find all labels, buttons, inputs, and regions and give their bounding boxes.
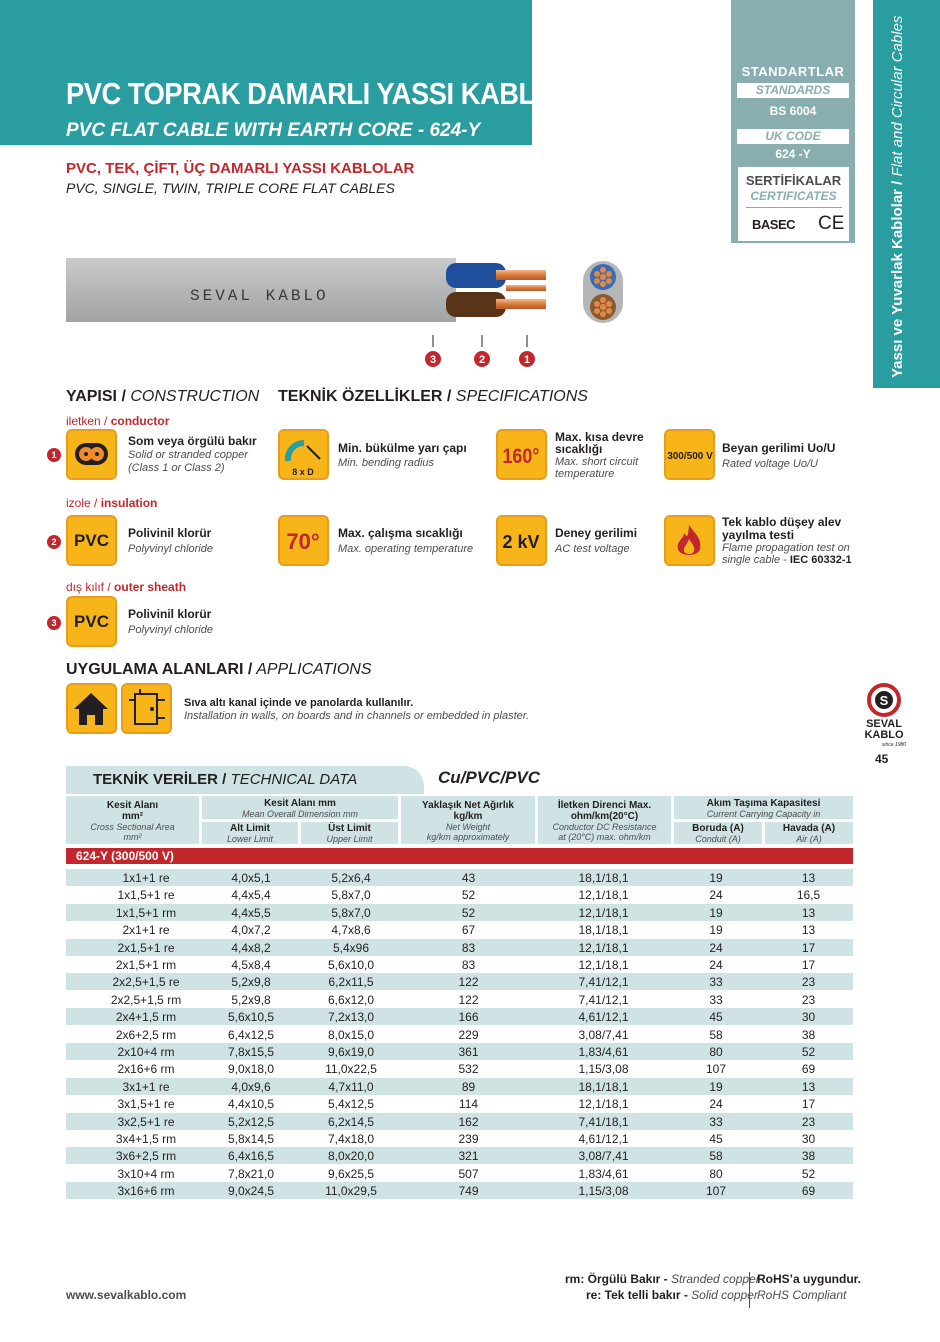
conductor-icon xyxy=(66,429,117,480)
cell-cross-section: 3x2,5+1 re xyxy=(117,1114,175,1129)
cell-lower-limit: 9,0x24,5 xyxy=(227,1184,275,1199)
construction-number-1: 1 xyxy=(47,448,61,462)
cell-upper-limit: 11,0x22,5 xyxy=(325,1062,377,1077)
cell-lower-limit: 4,4x10,5 xyxy=(227,1097,275,1112)
cell-lower-limit: 7,8x21,0 xyxy=(227,1166,275,1181)
rated-voltage-icon xyxy=(664,429,715,480)
ukcode-value: 624 -Y xyxy=(775,147,811,161)
short-circuit-en: Max. short circuit xyxy=(555,456,639,468)
certificates-title: SERTİFİKALAR xyxy=(745,173,842,188)
short-circuit-temp-icon xyxy=(496,429,547,480)
cell-lower-limit: 4,4x5,5 xyxy=(231,905,271,920)
cell-conduit: 107 xyxy=(705,1184,727,1199)
panel-board-icon xyxy=(121,683,172,734)
operating-temp-en: Max. operating temperature xyxy=(338,543,474,555)
cell-upper-limit: 8,0x15,0 xyxy=(327,1027,375,1042)
house-icon xyxy=(66,683,117,734)
table-row xyxy=(66,939,853,956)
cell-cross-section: 2x1,5+1 re xyxy=(117,940,175,955)
page-number: 45 xyxy=(875,752,889,766)
cell-lower-limit: 9,0x18,0 xyxy=(227,1062,275,1077)
cell-cross-section: 3x4+1,5 rm xyxy=(115,1132,177,1146)
operating-temp-tr: Max. çalışma sıcaklığı xyxy=(338,526,463,540)
conductor-name-tr: Som veya örgülü bakır xyxy=(128,434,257,448)
cell-resistance: 18,1/18,1 xyxy=(578,923,629,938)
svg-text:300/500 V: 300/500 V xyxy=(667,451,713,462)
cell-cross-section: 1x1+1 re xyxy=(122,871,170,885)
cell-air: 23 xyxy=(801,975,816,990)
logo-since: since 1980 xyxy=(881,742,907,748)
cell-conduit: 19 xyxy=(709,1079,723,1094)
page-subtitle: PVC FLAT CABLE WITH EARTH CORE - 624-Y xyxy=(66,120,481,141)
cell-conduit: 33 xyxy=(709,1114,723,1129)
conductor-label: iletken / conductor xyxy=(66,414,170,428)
cell-lower-limit: 5,2x9,8 xyxy=(231,992,271,1007)
cell-upper-limit: 4,7x8,6 xyxy=(331,923,371,938)
cell-net-weight: 239 xyxy=(458,1132,479,1146)
cell-net-weight: 361 xyxy=(458,1045,479,1059)
cell-upper-limit: 7,4x18,0 xyxy=(327,1132,375,1146)
cell-net-weight: 532 xyxy=(458,1062,479,1077)
technical-data-title: TEKNİK VERİLER / TECHNICAL DATA xyxy=(93,771,358,788)
cell-net-weight: 83 xyxy=(461,940,476,955)
ce-mark-icon: CE xyxy=(818,213,845,234)
cell-air: 17 xyxy=(801,940,816,955)
cell-conduit: 45 xyxy=(709,1010,723,1025)
table-row xyxy=(66,991,853,1008)
cell-air: 69 xyxy=(801,1184,816,1199)
cell-net-weight: 321 xyxy=(458,1149,479,1164)
rohs-tr: RoHS’a uygundur. xyxy=(757,1272,862,1286)
cell-upper-limit: 6,6x12,0 xyxy=(327,992,375,1007)
cell-resistance: 1,83/4,61 xyxy=(578,1045,629,1059)
standards-panel xyxy=(731,0,855,243)
header-current-capacity: Akım Taşıma Kapasitesi Current Carrying Capacity in xyxy=(674,796,853,819)
material-label: Cu/PVC/PVC xyxy=(438,768,541,787)
cell-upper-limit: 5,6x10,0 xyxy=(327,958,375,972)
sheath-name-en: Polyvinyl chloride xyxy=(128,624,213,636)
cell-net-weight: 166 xyxy=(458,1010,479,1025)
cell-net-weight: 229 xyxy=(458,1027,479,1042)
cable-marker-3: 3 xyxy=(429,354,437,366)
sheath-icon: PVC xyxy=(66,596,117,647)
cell-air: 13 xyxy=(801,1079,816,1094)
cell-conduit: 80 xyxy=(709,1166,723,1181)
standard-value: BS 6004 xyxy=(769,104,817,118)
bending-radius-icon xyxy=(278,429,329,480)
cell-conduit: 58 xyxy=(709,1149,723,1164)
cell-air: 13 xyxy=(801,923,816,938)
cell-lower-limit: 6,4x12,5 xyxy=(227,1027,275,1042)
cell-cross-section: 3x1,5+1 re xyxy=(117,1097,175,1112)
header-upper-limit: Üst Limit Upper Limit xyxy=(301,822,398,844)
svg-text:8 x D: 8 x D xyxy=(292,467,314,477)
cell-net-weight: 52 xyxy=(461,905,476,920)
cell-upper-limit: 9,6x25,5 xyxy=(327,1166,375,1181)
cell-air: 16,5 xyxy=(796,888,821,903)
cell-conduit: 24 xyxy=(709,888,723,903)
cell-lower-limit: 5,2x9,8 xyxy=(231,975,271,990)
website-url[interactable]: www.sevalkablo.com xyxy=(66,1288,187,1302)
cell-net-weight: 749 xyxy=(458,1184,479,1199)
table-row xyxy=(66,1008,853,1025)
table-row xyxy=(66,1026,853,1043)
cell-lower-limit: 4,0x7,2 xyxy=(231,923,271,938)
table-row xyxy=(66,1130,853,1147)
sheath-label: dış kılıf / outer sheath xyxy=(66,580,187,594)
insulation-icon: PVC xyxy=(66,515,117,566)
cell-net-weight: 507 xyxy=(458,1166,479,1181)
cell-cross-section: 2x10+4 rm xyxy=(117,1045,175,1059)
cell-resistance: 12,1/18,1 xyxy=(578,1097,629,1112)
cell-lower-limit: 5,6x10,5 xyxy=(227,1010,275,1025)
cell-resistance: 7,41/18,1 xyxy=(578,1114,629,1129)
cell-cross-section: 2x2,5+1,5 rm xyxy=(110,992,182,1007)
table-row xyxy=(66,886,853,903)
cell-upper-limit: 8,0x20,0 xyxy=(327,1149,375,1164)
table-row xyxy=(66,1043,853,1060)
cell-resistance: 12,1/18,1 xyxy=(578,888,629,903)
cell-lower-limit: 5,8x14,5 xyxy=(227,1132,275,1146)
cell-cross-section: 1x1,5+1 re xyxy=(117,888,175,903)
flame-test-tr: Tek kablo düşey alev xyxy=(722,515,842,529)
insulation-label: izole / insulation xyxy=(66,496,158,510)
cell-air: 13 xyxy=(801,871,816,885)
cell-lower-limit: 4,0x9,6 xyxy=(231,1079,271,1094)
cable-illustration xyxy=(66,255,636,375)
svg-text:S: S xyxy=(879,693,889,708)
cell-upper-limit: 9,6x19,0 xyxy=(327,1045,375,1059)
cell-lower-limit: 6,4x16,5 xyxy=(227,1149,275,1164)
table-row xyxy=(66,1182,853,1199)
cell-upper-limit: 6,2x14,5 xyxy=(327,1114,375,1129)
cell-resistance: 12,1/18,1 xyxy=(578,905,629,920)
bending-radius-en: Min. bending radius xyxy=(338,457,435,469)
cell-resistance: 3,08/7,41 xyxy=(578,1027,629,1042)
short-circuit-tr: Max. kısa devre xyxy=(555,430,644,444)
cable-marker-2: 2 xyxy=(478,354,486,366)
cell-resistance: 7,41/12,1 xyxy=(578,992,629,1007)
cell-lower-limit: 4,4x8,2 xyxy=(231,940,271,955)
cell-air: 30 xyxy=(801,1132,816,1146)
legend-re: re: Tek telli bakır - Solid copper xyxy=(586,1288,758,1302)
cell-cross-section: 2x1+1 re xyxy=(122,923,170,938)
cell-net-weight: 122 xyxy=(458,975,479,990)
rated-voltage-en: Rated voltage Uo/U xyxy=(722,458,818,470)
cell-air: 52 xyxy=(801,1045,816,1059)
standards-title: STANDARTLAR xyxy=(741,64,845,79)
cell-resistance: 1,83/4,61 xyxy=(578,1166,629,1181)
test-voltage-icon xyxy=(496,515,547,566)
cell-air: 13 xyxy=(801,905,816,920)
cell-net-weight: 52 xyxy=(461,888,476,903)
cell-cross-section: 3x1+1 re xyxy=(122,1079,170,1094)
cell-net-weight: 114 xyxy=(458,1097,479,1112)
product-line-tr: PVC, TEK, ÇİFT, ÜÇ DAMARLI YASSI KABLOLAR xyxy=(66,160,415,177)
cell-air: 69 xyxy=(801,1062,816,1077)
table-group-label: 624-Y (300/500 V) xyxy=(76,849,174,863)
specifications-heading: TEKNİK ÖZELLİKLER / SPECIFICATIONS xyxy=(278,388,588,405)
cell-cross-section: 2x4+1,5 rm xyxy=(115,1010,177,1025)
test-voltage-en: AC test voltage xyxy=(555,543,630,555)
cell-lower-limit: 5,2x12,5 xyxy=(227,1114,275,1129)
cell-upper-limit: 5,4x12,5 xyxy=(327,1097,375,1112)
conductor-name-en: Solid or stranded copper xyxy=(128,449,248,461)
cell-net-weight: 67 xyxy=(461,923,476,938)
cell-lower-limit: 4,5x8,4 xyxy=(231,958,271,972)
insulation-name-en: Polyvinyl chloride xyxy=(128,543,213,555)
cell-upper-limit: 5,4x96 xyxy=(332,940,370,955)
cell-net-weight: 43 xyxy=(461,871,476,885)
bending-radius-tr: Min. bükülme yarı çapı xyxy=(338,441,467,455)
applications-en: Installation in walls, on boards and in channels or embedded in plaster. xyxy=(184,710,530,722)
cell-resistance: 3,08/7,41 xyxy=(578,1149,629,1164)
applications-tr: Sıva altı kanal içinde ve panolarda kullanılır. xyxy=(184,697,414,709)
cell-conduit: 33 xyxy=(709,992,723,1007)
cell-upper-limit: 4,7x11,0 xyxy=(328,1079,374,1094)
cell-resistance: 12,1/18,1 xyxy=(578,940,629,955)
table-row xyxy=(66,1147,853,1164)
cell-resistance: 1,15/3,08 xyxy=(578,1062,629,1077)
cell-air: 38 xyxy=(801,1027,816,1042)
cell-upper-limit: 6,2x11,5 xyxy=(328,975,374,990)
ukcode-label: UK CODE xyxy=(737,129,849,144)
cell-cross-section: 2x16+6 rm xyxy=(117,1062,175,1077)
header-air: Havada (A) Air (A) xyxy=(765,822,853,844)
conductor-class-note: (Class 1 or Class 2) xyxy=(128,462,225,474)
flame-test-en2: single cable - IEC 60332-1 xyxy=(722,554,852,566)
svg-text:70°: 70° xyxy=(286,529,320,554)
header-net-weight: Yaklaşık Net Ağırlık kg/km Net Weight kg/km approximately xyxy=(401,796,535,844)
flame-test-en: Flame propagation test on xyxy=(722,542,850,554)
cell-cross-section: 3x10+4 rm xyxy=(117,1166,175,1181)
rohs-en: RoHS Compliant xyxy=(757,1288,847,1302)
cable-marker-1: 1 xyxy=(523,354,531,366)
cell-conduit: 107 xyxy=(705,1062,727,1077)
cell-cross-section: 2x6+2,5 rm xyxy=(115,1027,177,1042)
svg-text:2 kV: 2 kV xyxy=(502,532,540,552)
cell-conduit: 19 xyxy=(709,905,723,920)
cell-conduit: 19 xyxy=(709,871,723,885)
test-voltage-tr: Deney gerilimi xyxy=(555,526,638,540)
flame-test-tr2: yayılma testi xyxy=(722,528,795,542)
cell-conduit: 80 xyxy=(709,1045,723,1059)
cell-lower-limit: 7,8x15,5 xyxy=(227,1045,275,1059)
certificates-divider xyxy=(746,207,842,208)
cell-conduit: 19 xyxy=(709,923,723,938)
header-conduit: Boruda (A) Conduit (A) xyxy=(674,822,762,844)
table-row xyxy=(66,1078,853,1095)
cell-upper-limit: 7,2x13,0 xyxy=(327,1010,375,1025)
side-tab-label: Yassı ve Yuvarlak Kablolar / Flat and Circular Cables xyxy=(889,15,906,378)
cell-resistance: 4,61/12,1 xyxy=(578,1132,629,1146)
table-row xyxy=(66,921,853,938)
cell-air: 52 xyxy=(801,1166,816,1181)
cell-air: 23 xyxy=(801,992,816,1007)
cell-upper-limit: 5,2x6,4 xyxy=(331,871,371,885)
cable-print-text: SEVAL KABLO xyxy=(190,287,329,305)
operating-temp-icon xyxy=(278,515,329,566)
cell-upper-limit: 5,8x7,0 xyxy=(331,888,371,903)
page-title: PVC TOPRAK DAMARLI YASSI KABLO xyxy=(66,76,556,111)
certificates-title-en: CERTIFICATES xyxy=(750,189,837,203)
short-circuit-tr2: sıcaklığı xyxy=(555,442,603,456)
svg-text:160°: 160° xyxy=(502,444,540,469)
insulation-name-tr: Polivinil klorür xyxy=(128,526,212,540)
cell-resistance: 18,1/18,1 xyxy=(578,871,629,885)
table-row xyxy=(66,904,853,921)
cell-air: 38 xyxy=(801,1149,816,1164)
cell-net-weight: 89 xyxy=(461,1079,476,1094)
table-row xyxy=(66,1165,853,1182)
logo-name-2: KABLO xyxy=(864,729,904,741)
table-row xyxy=(66,1060,853,1077)
table-group-bar xyxy=(66,848,853,864)
rated-voltage-tr: Beyan gerilimi Uo/U xyxy=(722,441,836,455)
side-tab xyxy=(873,0,940,388)
short-circuit-en2: temperature xyxy=(555,468,615,480)
cell-net-weight: 122 xyxy=(458,992,479,1007)
table-row xyxy=(66,956,853,973)
basec-logo: BASEC xyxy=(752,217,796,232)
cell-net-weight: 162 xyxy=(458,1114,479,1129)
cell-cross-section: 2x2,5+1,5 re xyxy=(112,975,180,990)
cell-resistance: 18,1/18,1 xyxy=(578,1079,629,1094)
cell-conduit: 33 xyxy=(709,975,723,990)
cell-upper-limit: 11,0x29,5 xyxy=(325,1184,377,1199)
product-line-en: PVC, SINGLE, TWIN, TRIPLE CORE FLAT CABLES xyxy=(66,180,395,196)
cell-conduit: 45 xyxy=(709,1132,723,1146)
standards-title-en: STANDARDS xyxy=(737,83,849,98)
cell-resistance: 7,41/12,1 xyxy=(578,975,629,990)
cell-net-weight: 83 xyxy=(461,958,476,972)
cell-cross-section: 3x16+6 rm xyxy=(117,1184,175,1199)
logo-name-1: SEVAL xyxy=(866,718,902,730)
cell-conduit: 58 xyxy=(709,1027,723,1042)
cell-conduit: 24 xyxy=(709,1097,723,1112)
construction-number-3: 3 xyxy=(47,616,61,630)
seval-kablo-logo xyxy=(860,682,908,748)
table-row xyxy=(66,973,853,990)
cell-air: 17 xyxy=(801,1097,816,1112)
sheath-name-tr: Polivinil klorür xyxy=(128,607,212,621)
applications-heading: UYGULAMA ALANLARI / APPLICATIONS xyxy=(66,661,372,678)
table-row xyxy=(66,1095,853,1112)
header-cross-section: Kesit Alanı mm² Cross Sectional Area mm² xyxy=(66,796,199,844)
certificates-box xyxy=(737,166,850,242)
cell-conduit: 24 xyxy=(709,958,723,972)
cell-lower-limit: 4,0x5,1 xyxy=(231,871,271,885)
flame-icon xyxy=(664,515,715,566)
construction-number-2: 2 xyxy=(47,535,61,549)
table-row xyxy=(66,1113,853,1130)
cell-cross-section: 2x1,5+1 rm xyxy=(115,958,177,972)
cell-lower-limit: 4,4x5,4 xyxy=(231,888,271,903)
construction-heading: YAPISI / CONSTRUCTION xyxy=(66,388,260,405)
cell-resistance: 1,15/3,08 xyxy=(578,1184,629,1199)
legend-rm: rm: Örgülü Bakır - Stranded copper xyxy=(565,1272,760,1286)
cell-conduit: 24 xyxy=(709,940,723,955)
cell-air: 30 xyxy=(801,1010,816,1025)
footer-divider xyxy=(749,1272,750,1308)
cell-resistance: 4,61/12,1 xyxy=(578,1010,629,1025)
cell-air: 17 xyxy=(801,958,816,972)
cell-resistance: 12,1/18,1 xyxy=(578,958,629,972)
cell-cross-section: 1x1,5+1 rm xyxy=(115,905,177,920)
cell-upper-limit: 5,8x7,0 xyxy=(331,905,371,920)
cell-cross-section: 3x6+2,5 rm xyxy=(115,1149,177,1164)
header-conductor-resistance: İletken Direnci Max. ohm/km(20°C) Conductor DC Resistance at (20°C) max. ohm/km xyxy=(538,796,671,844)
header-dimension: Kesit Alanı mm Mean Overall Dimension mm xyxy=(202,796,398,819)
header-lower-limit: Alt Limit Lower Limit xyxy=(202,822,298,844)
table-row xyxy=(66,869,853,886)
cell-air: 23 xyxy=(801,1114,816,1129)
